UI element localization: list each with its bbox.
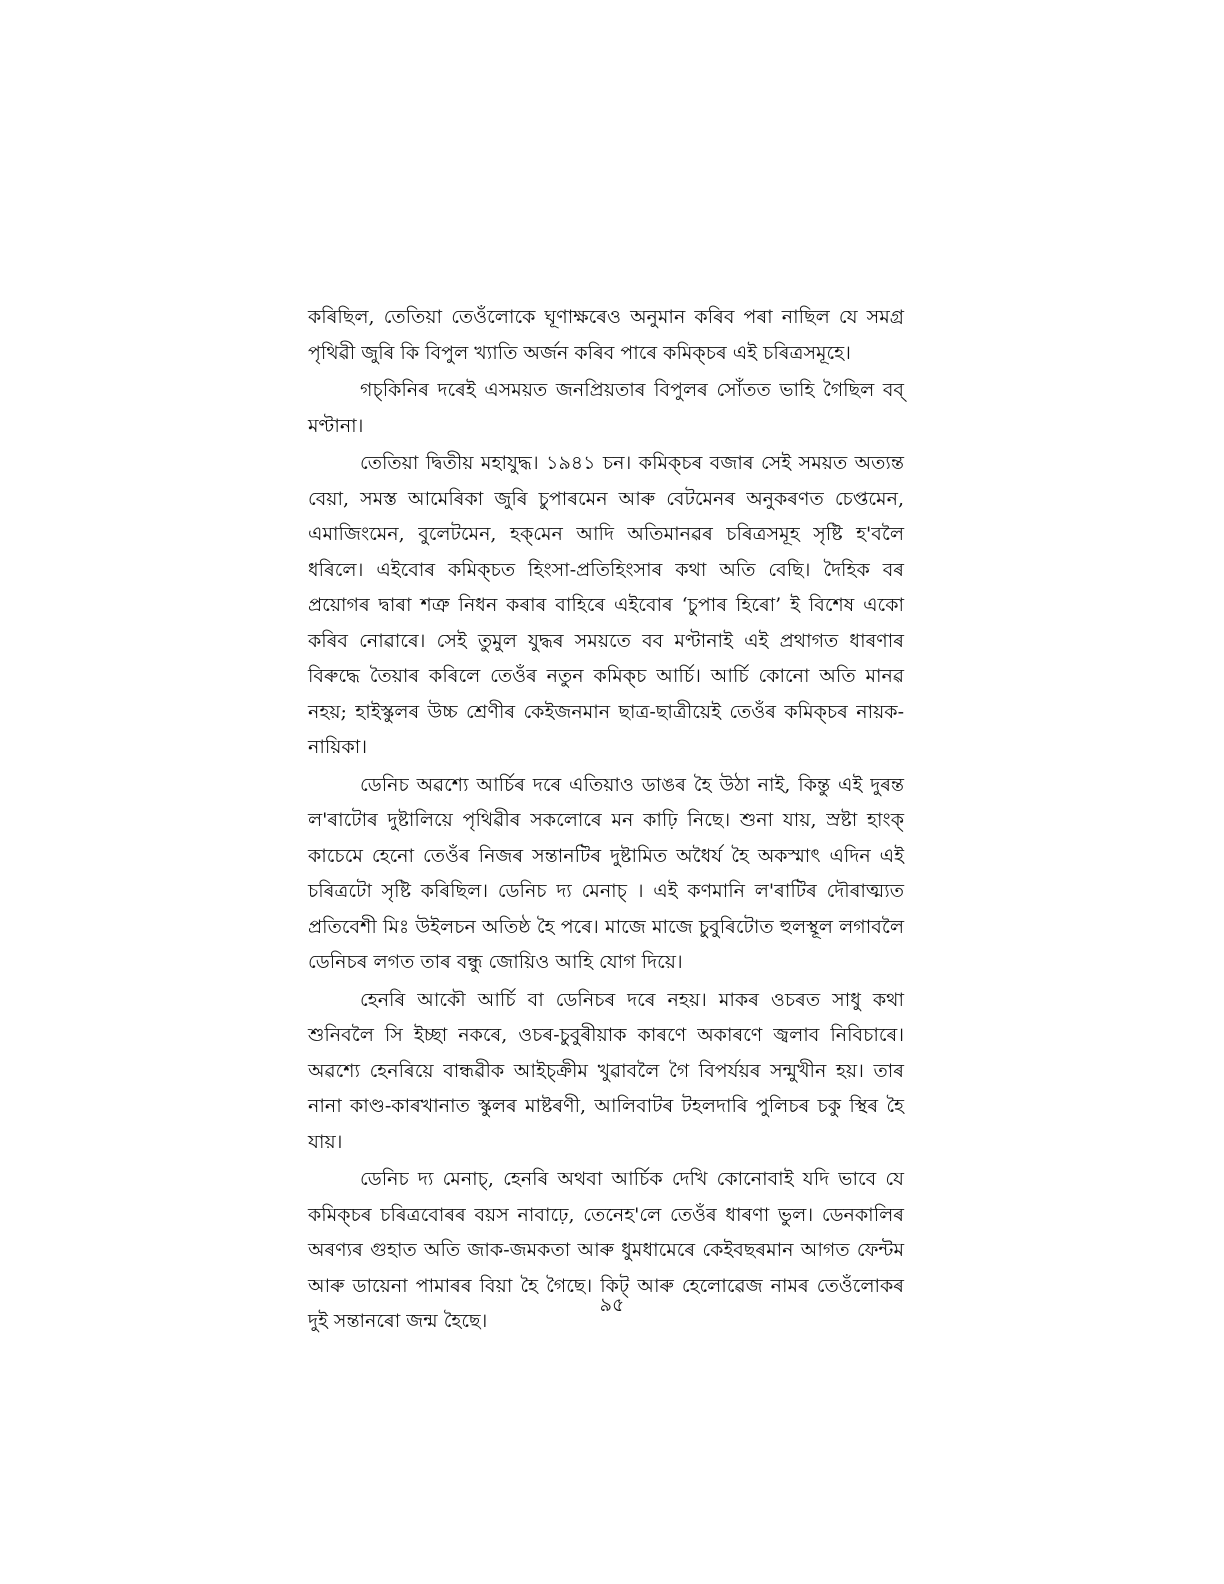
- paragraph-2: গচ্‌কিনিৰ দৰেই এসময়ত জনপ্ৰিয়তাৰ বিপুলৰ সোঁতত ভাহি গৈছিল বব্ মণ্টানা।: [308, 379, 904, 437]
- paragraph-1: কৰিছিল, তেতিয়া তেওঁলোকে ঘূণাক্ষৰেও অনুমান কৰিব পৰা নাছিল যে সমগ্ৰ পৃথিৱী জুৰি কি বিপুল খ্যাতি অৰ্জন কৰিব পাৰে কমিক্চৰ এই চৰিত্ৰসমূহে।: [308, 306, 904, 364]
- paragraph-6: ডেনিচ দ্য মেনাচ্, হেনৰি অথবা আৰ্চিক দেখি কোনোবাই যদি ভাবে যে কমিক্চৰ চৰিত্ৰবোৰৰ বয়স নাবাঢ়ে, তেনেহ'লে তেওঁৰ ধাৰণা ভুল। ডেনকালিৰ অৰণ্যৰ গুহাত অতি জাক-জমকতা আৰু ধুমধামেৰে কেইবছৰমান আগত ফেন্টম আৰু ডায়েনা পামাৰৰ বিয়া হৈ গৈছে। কিট্ আৰু হেলোৱেজ নামৰ তেওঁলোকৰ দুই সন্তানৰো জন্ম হৈছে।: [308, 1168, 904, 1332]
- page-number: ৯৫: [599, 1294, 625, 1316]
- paragraph-3: তেতিয়া দ্বিতীয় মহাযুদ্ধ। ১৯৪১ চন। কমিক্চৰ বজাৰ সেই সময়ত অত্যন্ত বেয়া, সমস্ত আমেৰিকা জুৰি চুপাৰমেন আৰু বেটমেনৰ অনুকৰণত চেপ্তমেন, এমাজিংমেন, বুলেটমেন, হক্‌মেন আদি অতিমানৱৰ চৰিত্ৰসমূহ সৃষ্টি হ'বলৈ ধৰিলে। এইবোৰ কমিক্চত হিংসা-প্ৰতিহিংসাৰ কথা অতি বেছি। দৈহিক বৰ প্ৰয়োগৰ দ্বাৰা শত্ৰু নিধন কৰাৰ বাহিৰে এইবোৰ ‘চুপাৰ হিৰো’ ই বিশেষ একো কৰিব নোৱাৰে। সেই তুমুল যুদ্ধৰ সময়তে বব মণ্টানাই এই প্ৰথাগত ধাৰণাৰ বিৰুদ্ধে তৈয়াৰ কৰিলে তেওঁৰ নতুন কমিক্চ আৰ্চি। আৰ্চি কোনো অতি মানৱ নহয়; হাইস্কুলৰ উচ্চ শ্ৰেণীৰ কেইজনমান ছাত্ৰ-ছাত্ৰীয়েই তেওঁৰ কমিক্চৰ নায়ক-নায়িকা।: [308, 452, 904, 758]
- body-text: [308, 300, 904, 1340]
- paragraph-4: ডেনিচ অৱশ্যে আৰ্চিৰ দৰে এতিয়াও ডাঙৰ হৈ উঠা নাই, কিন্তু এই দুৰন্ত ল'ৰাটোৰ দুষ্টালিয়ে পৃথিৱীৰ সকলোৰে মন কাঢ়ি নিছে। শুনা যায়, স্ৰষ্টা হাংক্ কাচেমে হেনো তেওঁৰ নিজৰ সন্তানটিৰ দুষ্টামিত অধৈৰ্য হৈ অকস্মাৎ এদিন এই চৰিত্ৰটো সৃষ্টি কৰিছিল। ডেনিচ দ্য মেনাচ্ । এই কণমানি ল'ৰাটিৰ দৌৰাত্ম্যত প্ৰতিবেশী মিঃ উইলচন অতিষ্ঠ হৈ পৰে। মাজে মাজে চুবুৰিটোত হুলস্থূল লগাবলৈ ডেনিচৰ লগত তাৰ বন্ধু জোয়িও আহি যোগ দিয়ে।: [308, 773, 904, 973]
- paragraph-5: হেনৰি আকৌ আৰ্চি বা ডেনিচৰ দৰে নহয়। মাকৰ ওচৰত সাধু কথা শুনিবলৈ সি ইচ্ছা নকৰে, ওচৰ-চুবুৰীয়াক কাৰণে অকাৰণে জ্বলাব নিবিচাৰে। অৱশ্যে হেনৰিয়ে বান্ধৱীক আইচ্‌ক্ৰীম খুৱাবলৈ গৈ বিপৰ্যয়ৰ সন্মুখীন হয়। তাৰ নানা কাণ্ড-কাৰখানাত স্কুলৰ মাষ্টৰণী, আলিবাটৰ টহলদাৰি পুলিচৰ চকু স্থিৰ হৈ যায়।: [308, 988, 904, 1153]
